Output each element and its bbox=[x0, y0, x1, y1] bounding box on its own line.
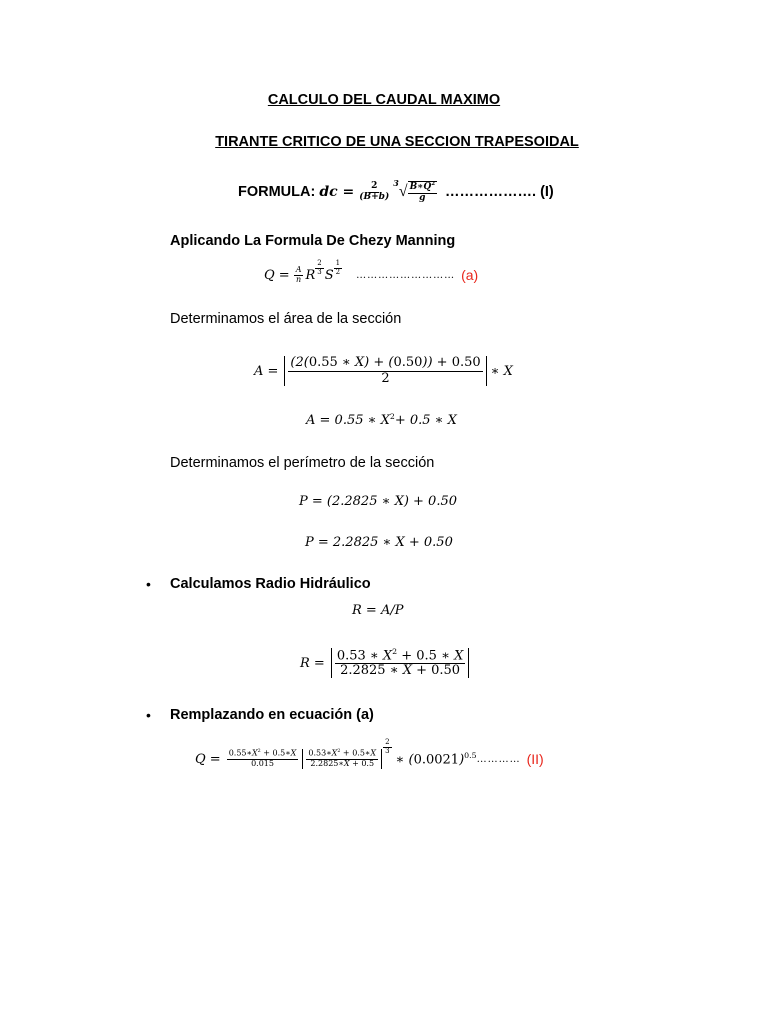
radical-sign: √ bbox=[398, 183, 408, 200]
cube-root-index: 3 bbox=[393, 178, 399, 188]
radio-bracket: $\frac{0.53 ∗ X^2 + 0.5 ∗ X}{2.2825 ∗ X + 0.50}$ bbox=[331, 648, 470, 679]
area-heading: Determinamos el área de la sección bbox=[170, 311, 402, 327]
final-equation: Q = $\frac{0.55∗X^2 + 0.5∗X}{0.015}$ $\frac{0.53∗X^2 + 0.5∗X}{2.2825∗X + 0.5}$ $\frac{2}{3}$ ∗ $(0.0021)^{0.5}$ ………… (II) bbox=[195, 737, 544, 768]
radio-equation-1: R = A/P bbox=[352, 603, 404, 618]
chezy-heading: Aplicando La Formula De Chezy Manning bbox=[170, 233, 456, 249]
area-equation-2: A = 0.55 ∗ X $^2$ + 0.5 ∗ X bbox=[306, 412, 457, 428]
chezy-dots: ……………………… bbox=[356, 269, 456, 281]
area-equation-1: A = $\frac{(2(0.55 ∗ X) + (0.50)) + 0.50}{2}$ ∗ X bbox=[254, 355, 513, 386]
replace-heading: Remplazando en ecuación (a) bbox=[170, 707, 374, 723]
formula-tag: ………………. (I) bbox=[445, 184, 554, 200]
perimeter-heading: Determinamos el perímetro de la sección bbox=[170, 455, 435, 471]
formula-line bbox=[238, 172, 554, 212]
radicand: $\frac{B∗Q^2}{g}$ bbox=[409, 180, 436, 203]
equation-tag-a: (a) bbox=[461, 267, 479, 283]
page-subtitle: TIRANTE CRITICO DE UNA SECCION TRAPESOIDAL bbox=[215, 134, 579, 150]
radio-equation-2: R = $\frac{0.53 ∗ X^2 + 0.5 ∗ X}{2.2825 ∗ X + 0.50}$ bbox=[300, 640, 469, 686]
equation-tag-ii: (II) bbox=[526, 751, 544, 767]
bullet-2: • bbox=[146, 707, 151, 723]
perimeter-equation-2: P = 2.2825 ∗ X + 0.50 bbox=[305, 535, 453, 550]
formula-label: FORMULA: bbox=[238, 184, 316, 200]
area-bracket: $\frac{(2(0.55 ∗ X) + (0.50)) + 0.50}{2}$ bbox=[284, 356, 486, 386]
formula-dc: dc = bbox=[319, 184, 355, 200]
radio-heading: Calculamos Radio Hidráulico bbox=[170, 576, 371, 592]
bullet-1: • bbox=[146, 576, 151, 592]
page-title: CALCULO DEL CAUDAL MAXIMO bbox=[267, 92, 501, 108]
chezy-equation: Q = $\frac{A}{n}$ R $\frac{2}{3}$ S $\frac{1}{2}$ ……………………… (a) bbox=[264, 258, 479, 284]
perimeter-equation-1: P = (2.2825 ∗ X) + 0.50 bbox=[299, 494, 457, 509]
final-dots: ………… bbox=[476, 753, 521, 765]
final-bracket: $\frac{0.53∗X^2 + 0.5∗X}{2.2825∗X + 0.5}$ bbox=[302, 749, 382, 768]
formula-fraction: $\frac{2}{(B+b)}$ bbox=[359, 180, 390, 202]
